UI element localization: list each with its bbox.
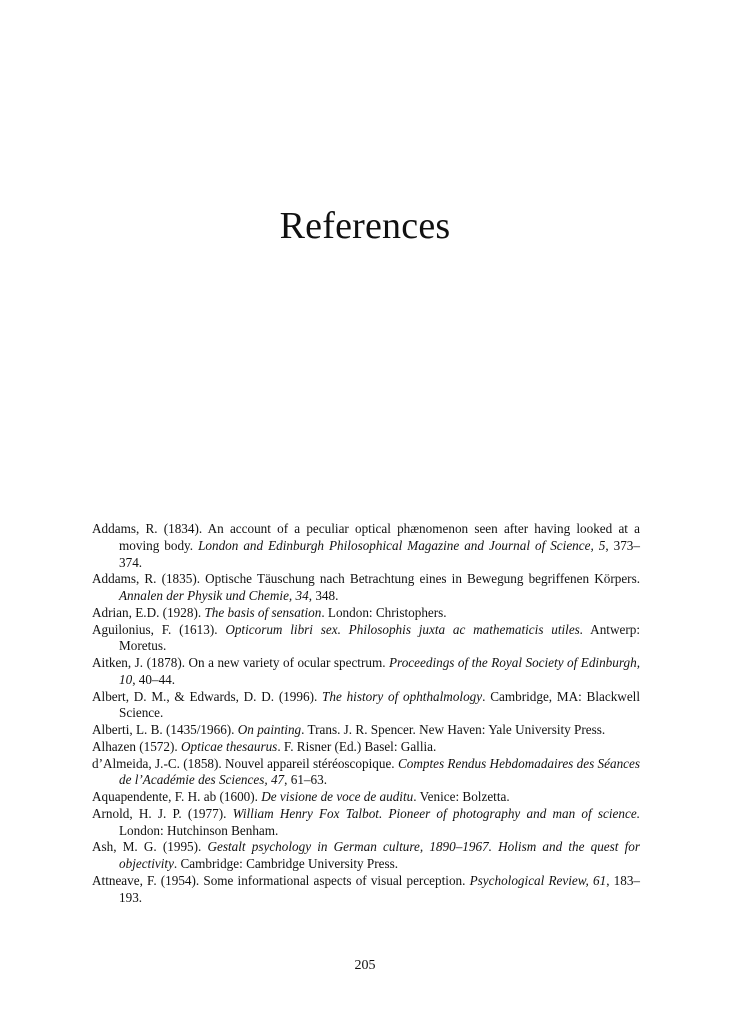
reference-text: Aguilonius, F. (1613). <box>92 621 226 637</box>
reference-details: . Cambridge, MA: Blackwell Science. <box>119 688 641 721</box>
reference-details: , 40–44. <box>132 671 176 687</box>
chapter-title: References <box>279 205 451 247</box>
reference-text: Albert, D. M., & Edwards, D. D. (1996). <box>92 688 323 704</box>
reference-entry <box>92 789 640 806</box>
reference-source: Gestalt psychology in German culture, 1890–1967. Holism and the quest for objectivity <box>119 839 640 871</box>
reference-text: Addams, R. (1834). An account of a peculiar optical phænomenon seen after having looked at a moving body. <box>92 521 640 553</box>
reference-entry <box>92 873 640 907</box>
reference-entry <box>92 622 640 656</box>
reference-entry <box>92 689 640 723</box>
reference-details: , 373–374. <box>119 537 640 570</box>
reference-text: Arnold, H. J. P. (1977). <box>92 805 233 821</box>
reference-source: William Henry Fox Talbot. Pioneer of photography and man of science. <box>232 805 640 821</box>
reference-details: . Cambridge: Cambridge University Press. <box>173 856 399 871</box>
page-number: 205 <box>354 958 376 973</box>
reference-text: Attneave, F. (1954). Some informational aspects of visual perception. <box>92 872 470 888</box>
reference-text: Ash, M. G. (1995). <box>92 839 208 855</box>
reference-details: London: Hutchinson Benham. <box>119 822 279 838</box>
reference-entry <box>92 605 640 622</box>
reference-text: Addams, R. (1835). Optische Täuschung nach Betrachtung eines in Bewegung begriffenen Körpers. <box>92 571 640 587</box>
reference-text: Adrian, E.D. (1928). <box>92 604 205 620</box>
reference-source: The basis of sensation <box>204 604 322 620</box>
reference-details: . Trans. J. R. Spencer. New Haven: Yale University Press. <box>301 722 606 737</box>
reference-details: . London: Christophers. <box>321 604 447 620</box>
reference-source: On painting <box>237 722 302 737</box>
reference-source: Psychological Review, 61 <box>469 872 607 888</box>
reference-text: Alhazen (1572). <box>92 738 181 754</box>
reference-entry <box>92 655 640 689</box>
reference-entry <box>92 839 640 873</box>
reference-source: Proceedings of the Royal Society of Edinburgh, 10 <box>119 655 640 687</box>
reference-entry <box>92 571 640 605</box>
reference-details: Antwerp: Moretus. <box>119 621 640 654</box>
reference-text: Aquapendente, F. H. ab (1600). <box>92 789 262 804</box>
reference-source: Opticorum libri sex. Philosophis juxta ac mathematicis utiles. <box>225 621 584 637</box>
reference-source: De visione de voce de auditu <box>261 789 414 804</box>
reference-text: Aitken, J. (1878). On a new variety of ocular spectrum. <box>92 655 389 670</box>
reference-details: . F. Risner (Ed.) Basel: Gallia. <box>277 738 437 754</box>
reference-text: Alberti, L. B. (1435/1966). <box>92 722 238 737</box>
reference-entry <box>92 739 640 756</box>
reference-source: Opticae thesaurus <box>180 738 278 754</box>
reference-entry <box>92 806 640 840</box>
reference-details: , 183–193. <box>119 872 641 905</box>
reference-details: . Venice: Bolzetta. <box>413 789 510 804</box>
reference-text: d’Almeida, J.-C. (1858). Nouvel appareil stéréoscopique. <box>92 755 398 771</box>
reference-details: , 348. <box>308 588 339 603</box>
reference-source: Comptes Rendus Hebdomadaires des Séances de l’Académie des Sciences, 47 <box>119 755 640 788</box>
reference-details: , 61–63. <box>284 772 327 788</box>
reference-source: London and Edinburgh Philosophical Magazine and Journal of Science, 5 <box>198 537 606 553</box>
reference-source: Annalen der Physik und Chemie, 34 <box>119 588 309 603</box>
reference-source: The history of ophthalmology <box>322 688 483 704</box>
reference-entry <box>92 756 640 790</box>
reference-entry <box>92 722 640 739</box>
reference-list <box>92 521 640 906</box>
reference-entry <box>92 521 640 571</box>
